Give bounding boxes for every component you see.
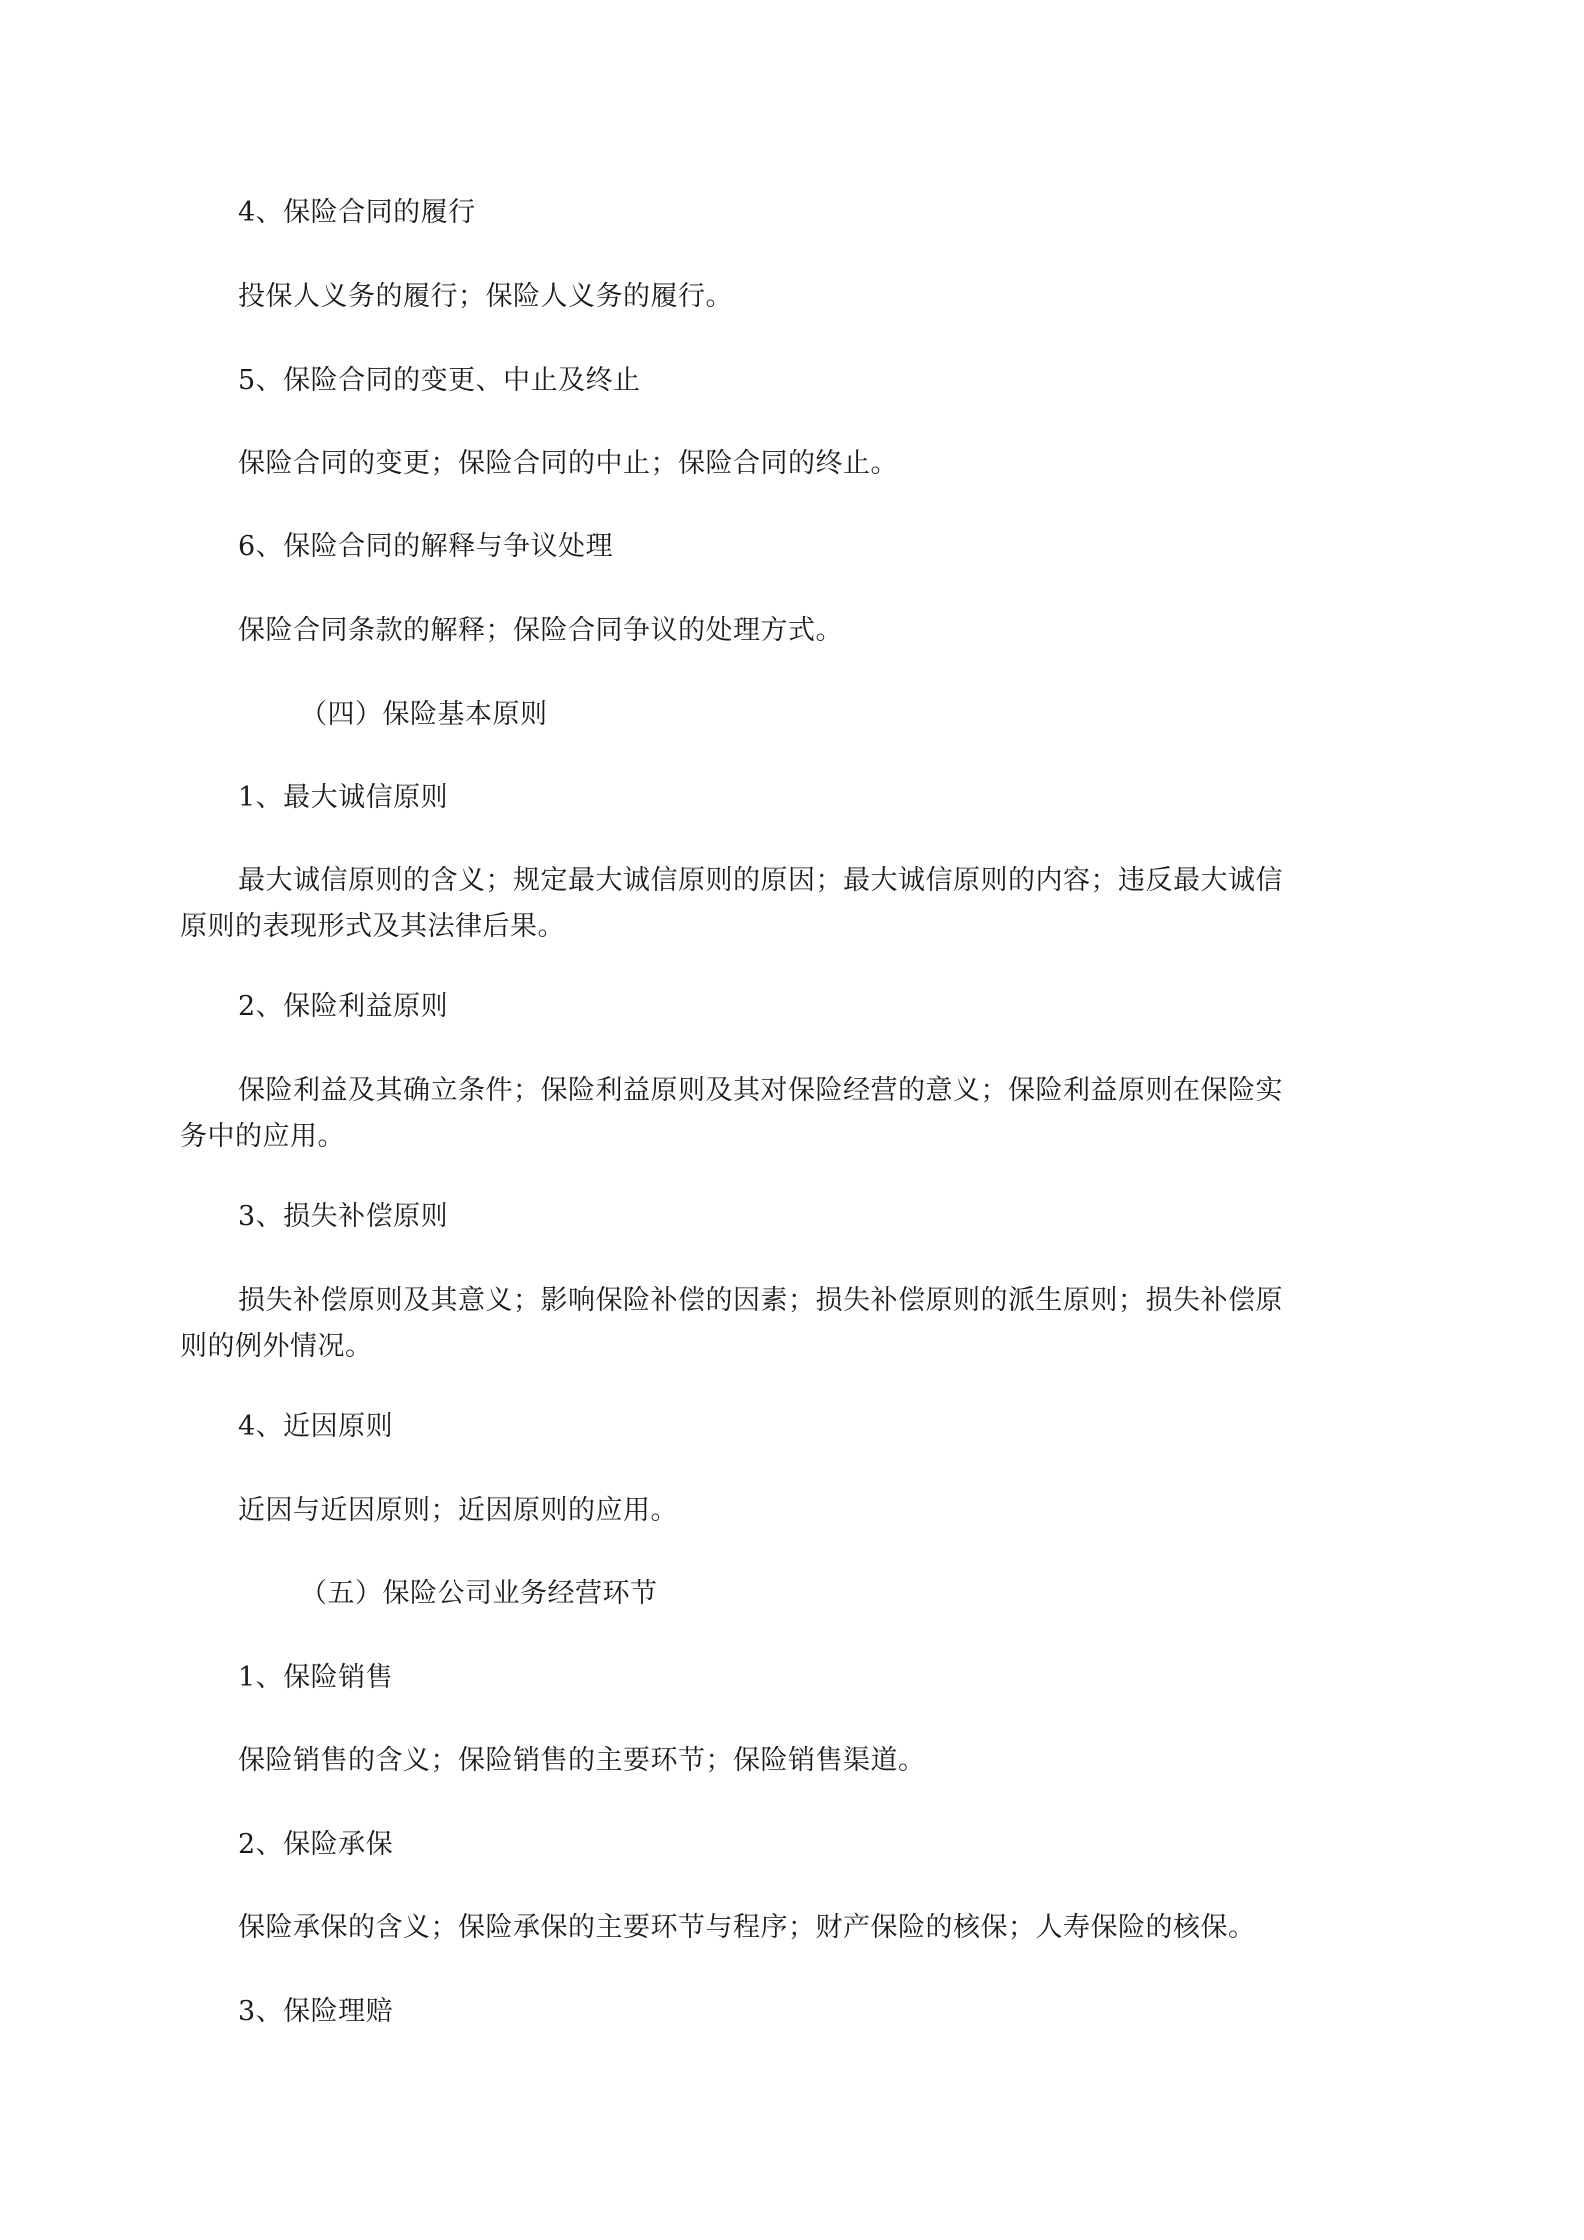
heading-claims: 3、保险理赔 [238, 1996, 394, 2027]
text-change-items: 保险合同的变更；保险合同的中止；保险合同的终止。 [238, 448, 898, 479]
heading-sales: 1、保险销售 [238, 1662, 394, 1693]
heading-proximate-cause: 4、近因原则 [238, 1411, 394, 1442]
text-sales-items: 保险销售的含义；保险销售的主要环节；保险销售渠道。 [238, 1745, 926, 1776]
heading-insurable-interest: 2、保险利益原则 [238, 991, 449, 1022]
para-insurable-interest: 保险利益及其确立条件；保险利益原则及其对保险经营的意义；保险利益原则在保险实务中的应用。 [180, 1075, 1283, 1152]
section-heading-basic-principles: （四）保险基本原则 [300, 699, 548, 730]
heading-underwriting: 2、保险承保 [238, 1829, 394, 1860]
text-underwriting-items: 保险承保的含义；保险承保的主要环节与程序；财产保险的核保；人寿保险的核保。 [238, 1912, 1256, 1943]
heading-contract-interpretation: 6、保险合同的解释与争议处理 [238, 531, 614, 562]
text-proximate-cause-items: 近因与近因原则；近因原则的应用。 [238, 1495, 678, 1526]
para-utmost-good-faith: 最大诚信原则的含义；规定最大诚信原则的原因；最大诚信原则的内容；违反最大诚信原则的表现形式及其法律后果。 [180, 865, 1283, 942]
heading-contract-performance: 4、保险合同的履行 [238, 197, 476, 228]
text-performance-items: 投保人义务的履行；保险人义务的履行。 [238, 281, 733, 312]
para-indemnity: 损失补偿原则及其意义；影响保险补偿的因素；损失补偿原则的派生原则；损失补偿原则的例外情况。 [180, 1285, 1283, 1362]
heading-indemnity: 3、损失补偿原则 [238, 1201, 449, 1232]
text-interpretation-items: 保险合同条款的解释；保险合同争议的处理方式。 [238, 615, 843, 646]
section-heading-business-operations: （五）保险公司业务经营环节 [300, 1578, 658, 1609]
heading-contract-change: 5、保险合同的变更、中止及终止 [238, 365, 641, 396]
heading-utmost-good-faith: 1、最大诚信原则 [238, 782, 449, 813]
